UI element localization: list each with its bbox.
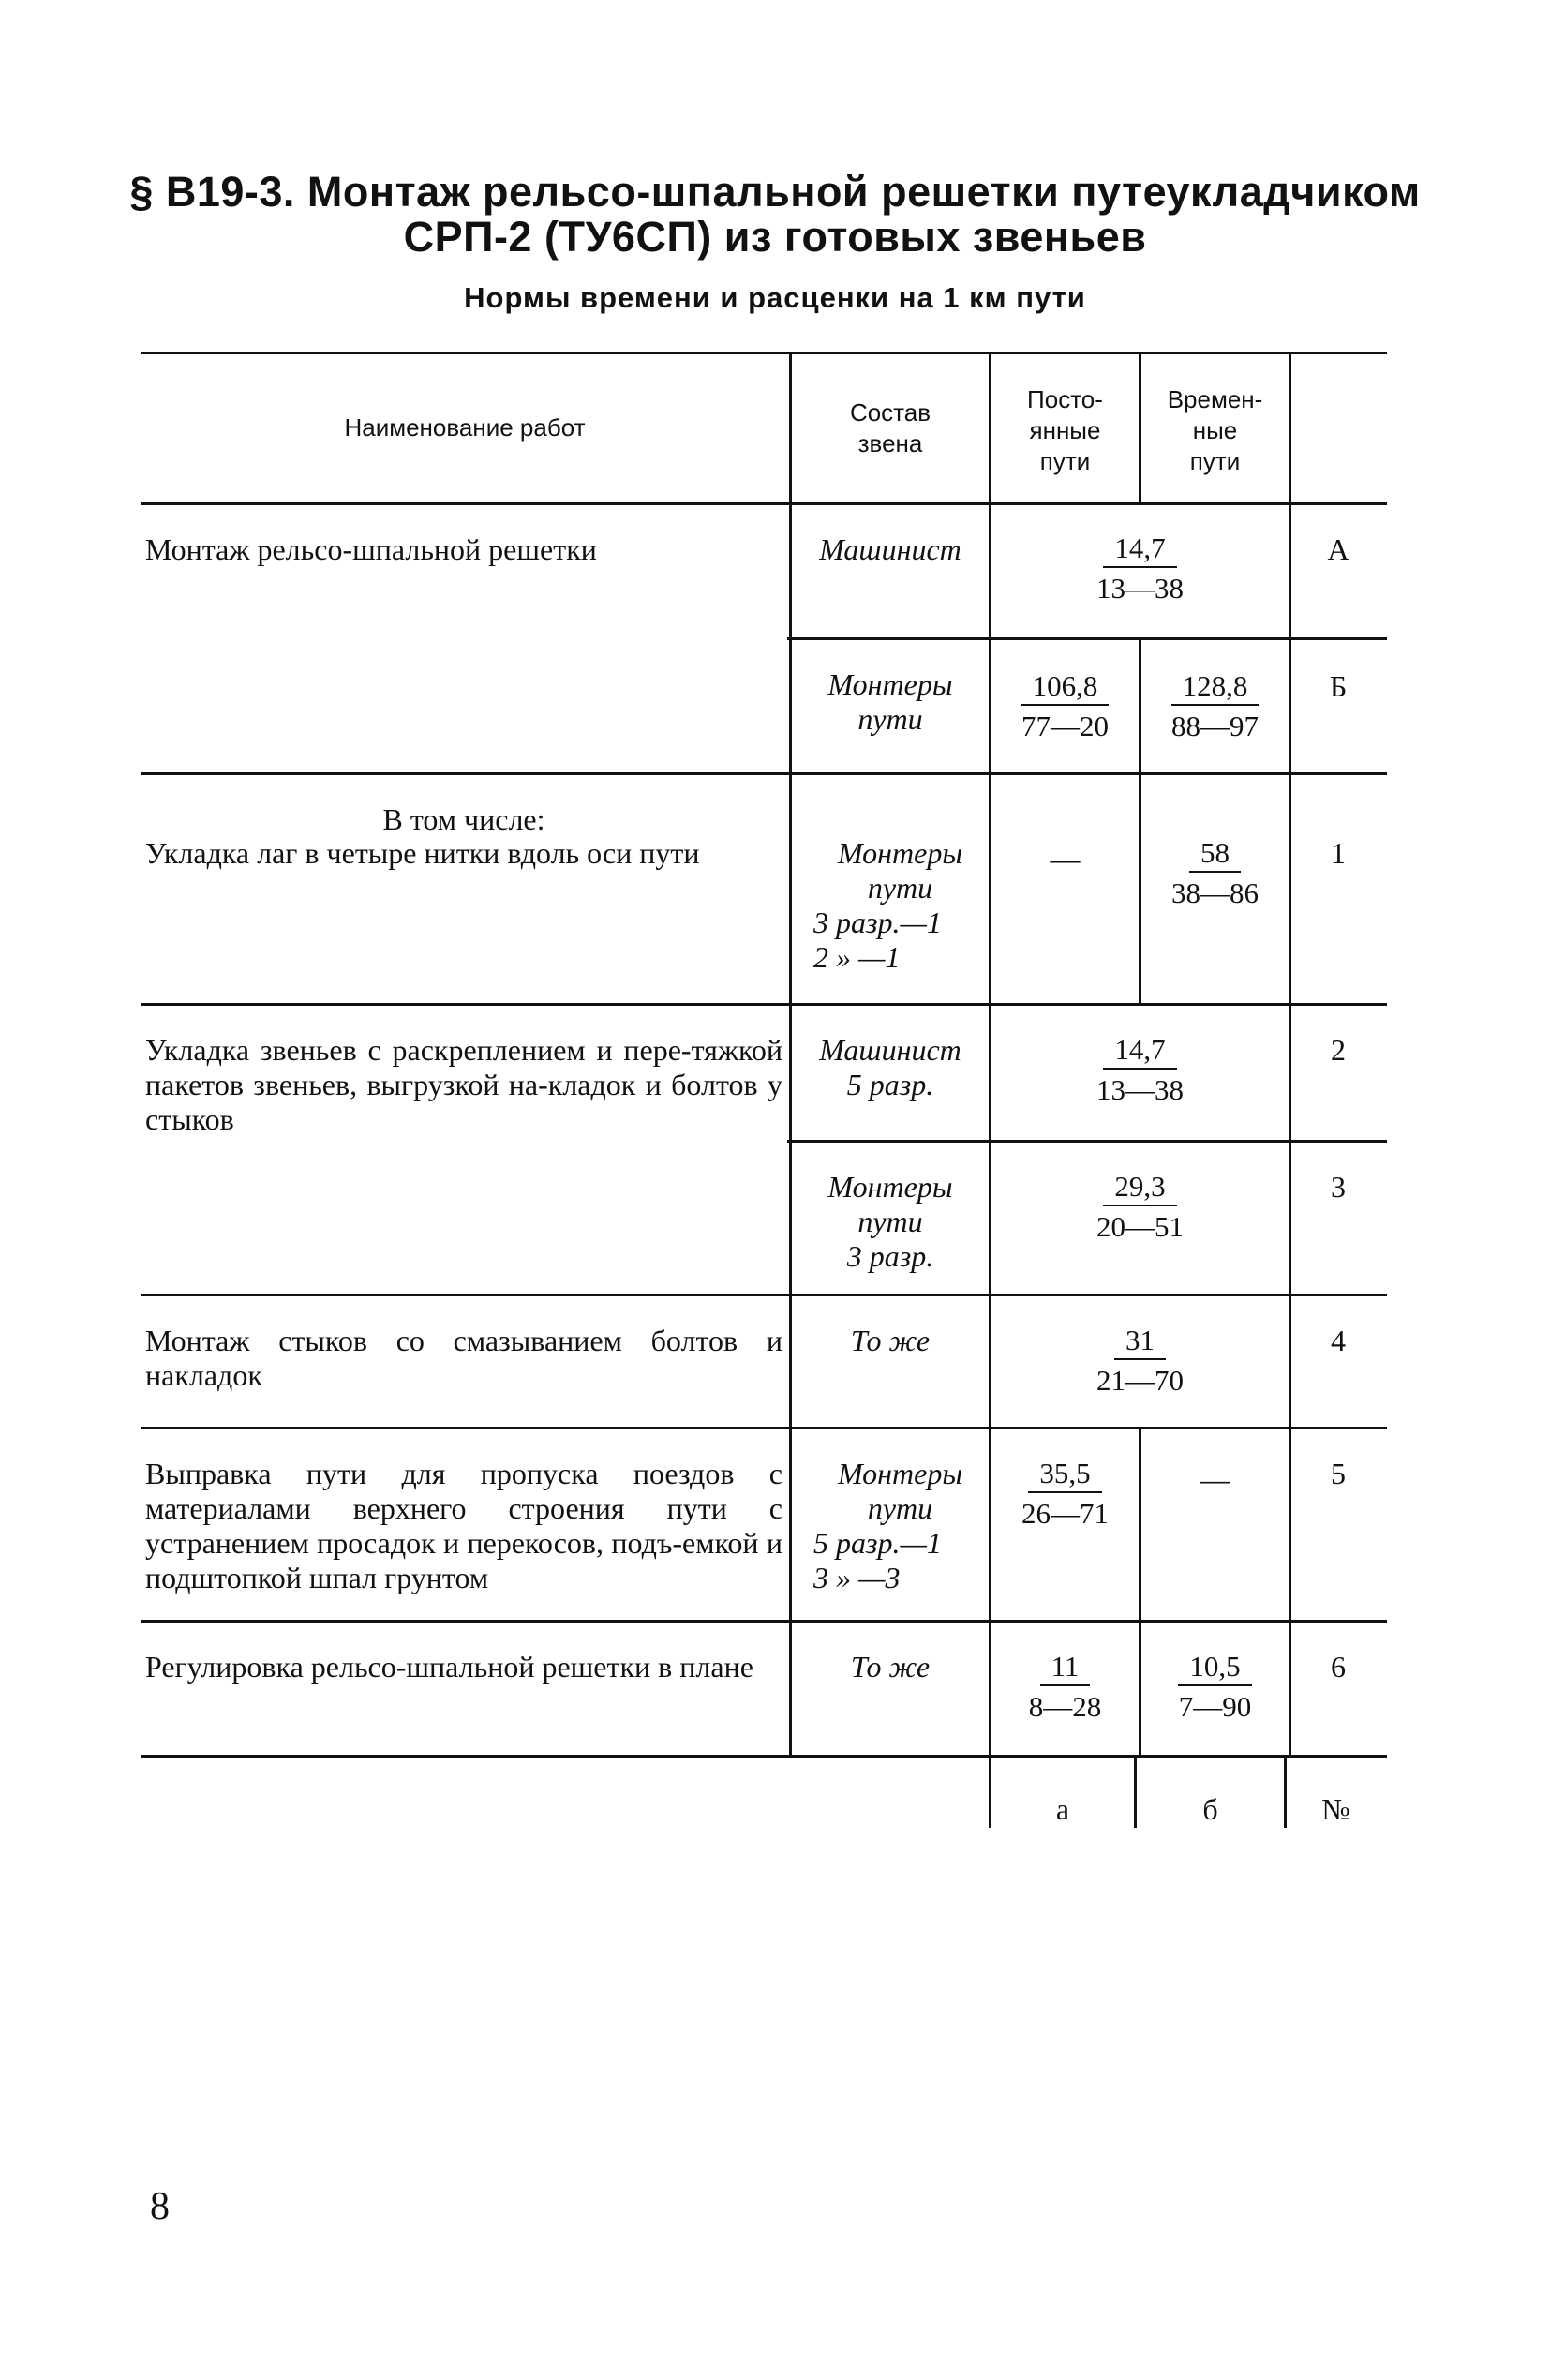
row-intro: В том числе:	[382, 802, 545, 836]
row-norm-temporary: $\frac{10,5}{7—90}$	[1178, 1650, 1252, 1723]
row-code: 4	[1331, 1324, 1346, 1357]
row-code: 3	[1331, 1170, 1346, 1204]
row-code: А	[1327, 532, 1349, 566]
subtitle: Нормы времени и расценки на 1 км пути	[464, 281, 1086, 314]
row-norm: $\frac{31}{21—70}$	[1096, 1324, 1184, 1397]
row-name: Выправка пути для пропуска поездов с материалами верхнего строения пути с устранением просадок и перекосов, подъ-емкой и подштопкой шпал грунтом	[145, 1457, 782, 1594]
row-crew: То же	[850, 1650, 931, 1684]
row-crew: Машинист 5 разр.	[819, 1033, 961, 1101]
row-crew: Монтеры пути 5 разр.—1 3 » —3	[813, 1457, 963, 1594]
title-line-1: § В19-3. Монтаж рельсо-шпальной решетки путеукладчиком	[129, 168, 1421, 216]
row-name: Монтаж рельсо-шпальной решетки	[145, 532, 597, 566]
row-norm-permanent: $\frac{11}{8—28}$	[1028, 1650, 1102, 1723]
row-code: 5	[1331, 1457, 1346, 1490]
footer-col-a: а	[1055, 1792, 1070, 1826]
footer-col-number: №	[1321, 1792, 1350, 1826]
row-crew: То же	[850, 1324, 931, 1357]
row-norm: $\frac{29,3}{20—51}$	[1096, 1170, 1184, 1243]
row-name: Укладка звеньев с раскреплением и пере-тяжкой пакетов звеньев, выгрузкой на-кладок и болтов у стыков	[145, 1033, 782, 1136]
footer-col-b: б	[1202, 1792, 1218, 1826]
row-norm-permanent: —	[1050, 842, 1081, 876]
row-norm-temporary: $\frac{128,8}{88—97}$	[1171, 669, 1259, 742]
row-name: Регулировка рельсо-шпальной решетки в плане	[145, 1650, 753, 1684]
row-norm: $\frac{14,7}{13—38}$	[1096, 1033, 1184, 1106]
page-number: 8	[150, 2185, 170, 2228]
row-norm-permanent: $\frac{35,5}{26—71}$	[1021, 1457, 1109, 1530]
row-norm-permanent: $\frac{106,8}{77—20}$	[1021, 669, 1109, 742]
row-code: 6	[1331, 1650, 1346, 1684]
row-norm: $\frac{14,7}{13—38}$	[1096, 531, 1184, 605]
row-crew: Монтеры пути 3 разр.—1 2 » —1	[813, 836, 963, 974]
col-header-crew: Состав звена	[849, 398, 931, 457]
row-crew: Монтеры пути	[827, 667, 953, 736]
col-header-name: Наименование работ	[344, 413, 586, 442]
row-name: Укладка лаг в четыре нитки вдоль оси пути	[145, 836, 700, 870]
row-crew: Монтеры пути 3 разр.	[827, 1170, 953, 1273]
col-header-temporary: Времен- ные пути	[1167, 385, 1263, 475]
col-header-permanent: Посто- янные пути	[1027, 385, 1103, 475]
row-crew: Машинист	[819, 532, 961, 566]
row-norm-temporary: $\frac{58}{38—86}$	[1171, 836, 1259, 909]
title-line-2: СРП-2 (ТУ6СП) из готовых звеньев	[403, 213, 1147, 261]
row-code: 1	[1331, 836, 1346, 870]
row-code: Б	[1329, 669, 1348, 703]
row-norm-temporary: —	[1200, 1462, 1230, 1496]
row-name: Монтаж стыков со смазыванием болтов и накладок	[145, 1324, 782, 1392]
row-code: 2	[1331, 1033, 1346, 1067]
